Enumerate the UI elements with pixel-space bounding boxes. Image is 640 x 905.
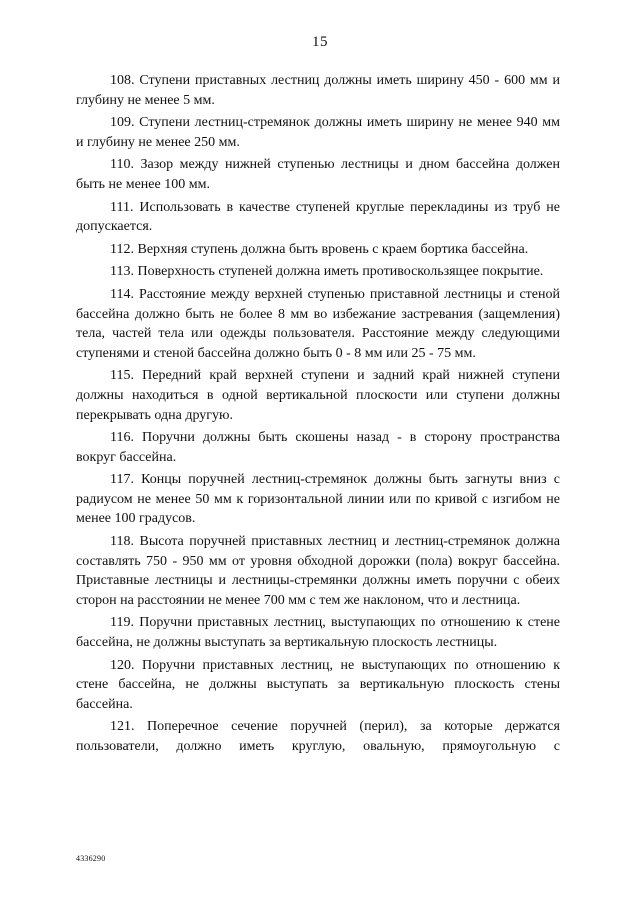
paragraph-111: 111. Использовать в качестве ступеней круглые перекладины из труб не допускается. (76, 199, 560, 235)
paragraph-118: 118. Высота поручней приставных лестниц и лестниц-стремянок должна составлять 750 - 950 мм от уровня обходной дорожки (пола) вокруг бассейна. Приставные лестницы и лестницы-стремянки должны иметь поручни с обеих сторон на расстоянии не менее 700 мм с тем же наклоном, что и лестница. (76, 534, 560, 608)
paragraph-115: 115. Передний край верхней ступени и задний край нижней ступени должны находиться в одной вертикальной плоскости или ступени должны перекрывать одна другую. (76, 368, 560, 423)
paragraph-116: 116. Поручни должны быть скошены назад - в сторону пространства вокруг бассейна. (76, 430, 560, 465)
paragraph-117: 117. Концы поручней лестниц-стремянок должны быть загнуты вниз с радиусом не менее 50 мм к горизонтальной линии или по кривой с изгибом не менее 100 градусов. (76, 472, 560, 527)
paragraph-110: 110. Зазор между нижней ступенью лестницы и дном бассейна должен быть не менее 100 мм. (76, 157, 560, 192)
paragraph-109: 109. Ступени лестниц-стремянок должны иметь ширину не менее 940 мм и глубину не менее 250 мм. (76, 115, 560, 150)
paragraph-114: 114. Расстояние между верхней ступенью приставной лестницы и стеной бассейна должно быть не более 8 мм во избежание застревания (защемления) тела, частей тела или одежды пользователя. Расстояние между следующими ступенями и стеной бассейна должно быть 0 - 8 мм или 25 - 75 мм. (76, 286, 560, 361)
paragraph-108: 108. Ступени приставных лестниц должны иметь ширину 450 - 600 мм и глубину не менее 5 мм. (76, 73, 560, 108)
body-text (76, 71, 560, 760)
paragraph-119: 119. Поручни приставных лестниц, выступающих по отношению к стене бассейна, не должны выступать за вертикальную плоскость лестницы. (76, 615, 560, 651)
document-id: 4336290 (76, 854, 106, 863)
paragraph-120: 120. Поручни приставных лестниц, не выступающих по отношению к стене бассейна, не должны выступать за вертикальную плоскость стены бассейна. (76, 657, 560, 712)
paragraph-121: 121. Поперечное сечение поручней (перил), за которые держатся пользователи, должно иметь круглую, овальную, прямоугольную с (76, 719, 560, 754)
paragraph-113: 113. Поверхность ступеней должна иметь противоскользящее покрытие. (110, 264, 544, 280)
paragraph-112: 112. Верхняя ступень должна быть вровень с краем бортика бассейна. (110, 241, 529, 257)
page-number: 15 (312, 34, 328, 50)
